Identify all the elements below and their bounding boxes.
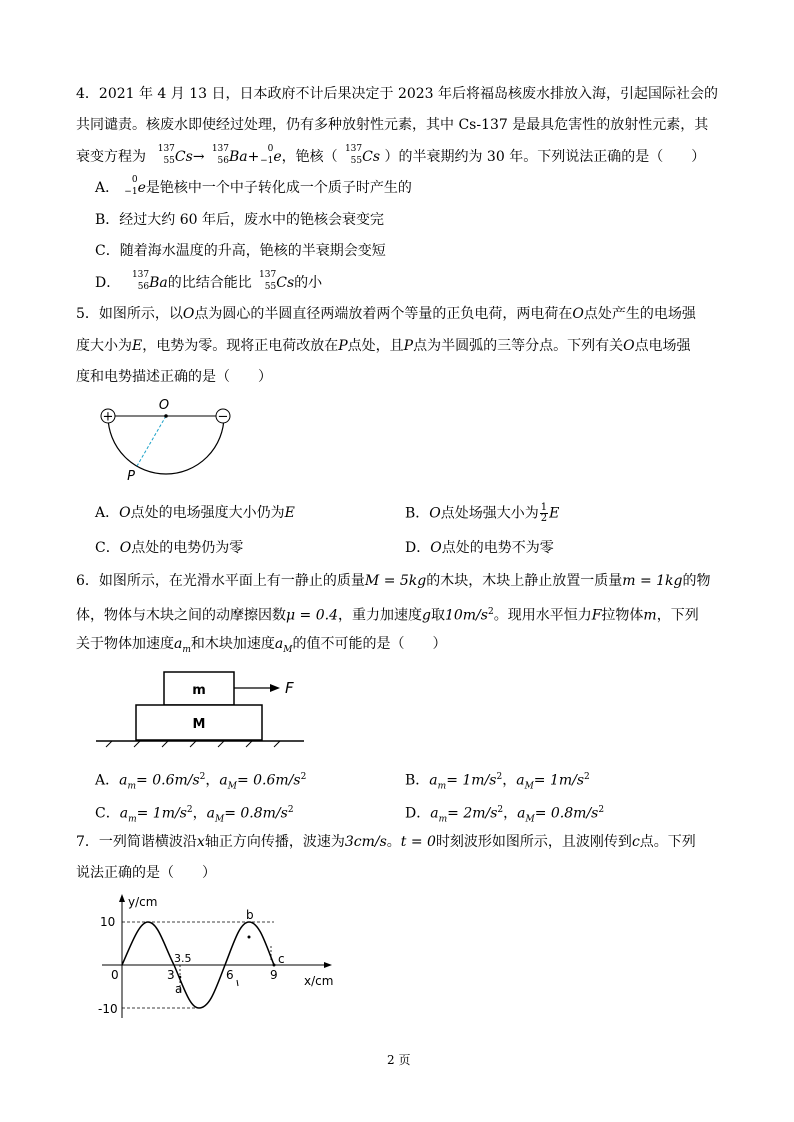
q7-wave-figure [98, 890, 343, 1025]
tick-y-10: 10 [100, 915, 116, 929]
tick-x-6: 6 [226, 968, 234, 982]
point-b [248, 936, 251, 939]
page-number: 2 页 [387, 1053, 411, 1067]
q6-line2: 体，物体与木块之间的动摩擦因数μ = 0.4，重力加速度g取$10m/s^2$。现用水平恒力F拉物体m，下列 [76, 607, 699, 624]
q6-block-figure [94, 668, 314, 748]
tick-x-3: 3 [167, 968, 175, 982]
label-a: a [175, 982, 183, 996]
tick-x-3-5: 3.5 [174, 952, 192, 965]
x-axis-label: x/cm [304, 974, 334, 988]
label-b: b [246, 908, 254, 922]
q5-line2: 度大小为E，电势为零。现将正电荷改放在P点处，且P点为半圆弧的三等分点。下列有关O点电场强 [76, 338, 691, 354]
tick-x-9: 9 [270, 968, 278, 982]
block-M-label: M [192, 717, 206, 732]
tick-x-0: 0 [111, 968, 119, 982]
q6-option-c: C．$a_m= 1m/s^2$，$a_M= 0.8m/s^2$ [95, 805, 294, 825]
stray-mark [237, 980, 238, 986]
q4-option-d: D． 137 56 Ba的比结合能比 137 55 Cs的小 [95, 270, 323, 292]
q5-option-d: D．O点处的电势不为零 [405, 540, 554, 556]
q4-line3: 衰变方程为 137 55 Cs→ 137 56 Ba+ 0 −1 e，铯核（ 137 55 Cs ）的半衰期约为 30 年。下列说法正确的是（ ） [76, 144, 706, 166]
positive-sign: + [102, 409, 114, 425]
q4-line1: 4．2021 年 4 月 13 日，日本政府不计后果决定于 2023 年后将福岛核废水排放入海，引起国际社会的 [76, 86, 719, 102]
label-o: O [158, 398, 170, 413]
negative-sign: − [217, 409, 229, 425]
x-axis-arrow-icon [324, 962, 332, 968]
point-c [273, 964, 276, 967]
q5-line3: 度和电势描述正确的是（ ） [76, 369, 272, 385]
q4-line2: 共同谴责。核废水即使经过处理，仍有多种放射性元素，其中 Cs-137 是最具危害性的放射性元素，其 [76, 117, 709, 133]
q4-option-b: B．经过大约 60 年后，废水中的铯核会衰变完 [95, 212, 385, 228]
q4-option-c: C．随着海水温度的升高，铯核的半衰期会变短 [95, 243, 386, 259]
semicircle-arc [108, 416, 224, 474]
q5-option-a: A．O点处的电场强度大小仍为E [95, 505, 295, 521]
q5-option-c: C．O点处的电势仍为零 [95, 540, 244, 556]
q6-option-b: B．$a_m= 1m/s^2$，$a_M= 1m/s^2$ [405, 772, 590, 792]
point-a [179, 976, 182, 979]
ground-hatching [106, 741, 280, 747]
y-axis-arrow-icon [119, 894, 125, 902]
y-axis-label: y/cm [128, 895, 158, 909]
center-point [164, 414, 168, 418]
block-m-label: m [192, 683, 206, 698]
q5-semicircle-figure [94, 395, 244, 485]
q6-line3: 关于物体加速度$a_m$和木块加速度$a_M$的值不可能的是（ ） [76, 636, 447, 655]
force-arrow-icon [270, 684, 280, 692]
label-p: P [127, 469, 135, 484]
q6-option-a: A．$a_m= 0.6m/s^2$，$a_M= 0.6m/s^2$ [95, 772, 307, 792]
q5-option-b: B．O点处场强大小为 $\frac{1}{2}$ E [405, 502, 560, 524]
q7-line1: 7．一列简谐横波沿x轴正方向传播，波速为3cm/s。t = 0时刻波形如图所示，且波刚传到c点。下列 [76, 834, 696, 850]
q6-line1: 6．如图所示，在光滑水平面上有一静止的质量M = 5kg的木块，木块上静止放置一质量m = 1kg的物 [76, 573, 711, 589]
q6-option-d: D．$a_m= 2m/s^2$，$a_M= 0.8m/s^2$ [405, 805, 605, 825]
tick-y-neg10: -10 [98, 1002, 118, 1016]
force-label: F [285, 679, 294, 697]
q4-option-a: A． 0 −1 e是铯核中一个中子转化成一个质子时产生的 [95, 175, 412, 197]
q5-line1: 5．如图所示，以O点为圆心的半圆直径两端放着两个等量的正负电荷，两电荷在O点处产生的电场强 [76, 306, 696, 322]
label-c: c [278, 952, 285, 966]
dashed-line-op [137, 416, 166, 466]
q7-line2: 说法正确的是（ ） [76, 865, 216, 881]
